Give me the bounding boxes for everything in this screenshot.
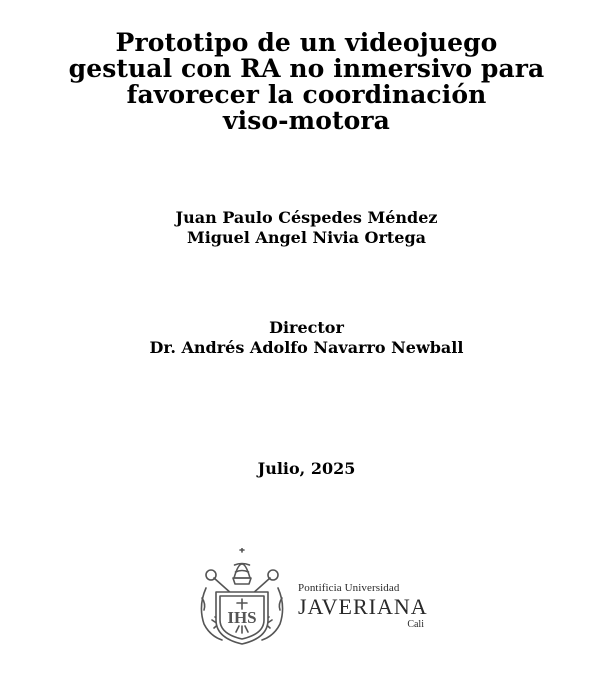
title-line: Prototipo de un videojuego <box>115 28 498 57</box>
logo-line-javeriana: JAVERIANA <box>298 594 428 619</box>
title-line: gestual con RA no inmersivo para <box>68 54 545 83</box>
authors-block <box>0 208 613 248</box>
emblem-letters: IHS <box>227 608 257 627</box>
university-logo <box>192 548 442 648</box>
javeriana-emblem-icon <box>192 548 292 648</box>
logo-line-pontificia: Pontificia Universidad <box>298 582 400 594</box>
title-line: viso-motora <box>223 106 390 135</box>
thesis-title <box>0 30 613 134</box>
director-role: Director <box>269 318 344 337</box>
director-name: Dr. Andrés Adolfo Navarro Newball <box>149 338 464 357</box>
director-block <box>0 318 613 358</box>
author-name: Juan Paulo Céspedes Méndez <box>175 208 438 227</box>
author-name: Miguel Angel Nivia Ortega <box>186 228 426 247</box>
date: Julio, 2025 <box>257 459 356 478</box>
title-line: favorecer la coordinación <box>126 80 487 109</box>
logo-line-cali: Cali <box>407 619 424 630</box>
logo-wordmark <box>298 582 438 631</box>
